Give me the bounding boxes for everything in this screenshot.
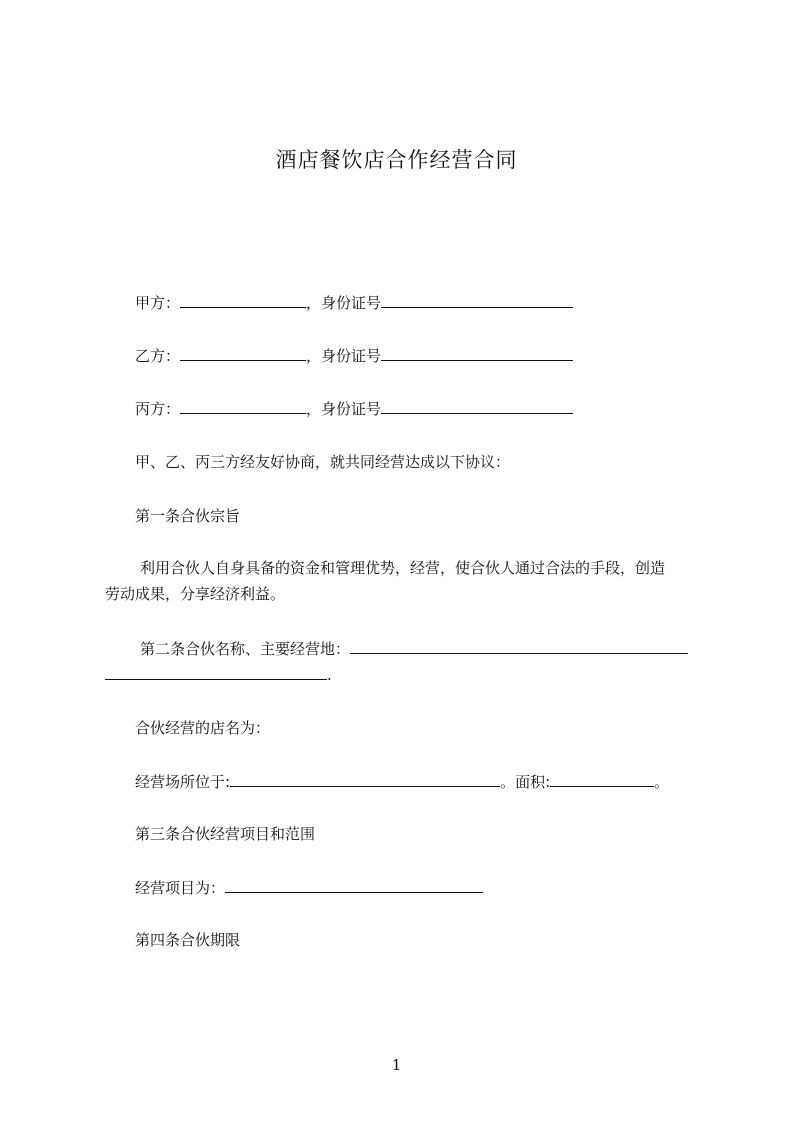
- article1-body-line1: 利用合伙人自身具备的资金和管理优势，经营，使合伙人通过合法的手段，创造: [140, 559, 666, 577]
- shop-name-label: 合伙经营的店名为：: [135, 719, 271, 737]
- party-a-label: 甲方：: [135, 294, 181, 312]
- article2-location-blank-2[interactable]: [105, 664, 327, 680]
- document-title: 酒店餐饮店合作经营合同: [275, 148, 518, 172]
- article2-heading: 第二条合伙名称、主要经营地：: [140, 640, 351, 658]
- party-c-id-label: ，身份证号: [306, 400, 382, 418]
- party-b-id-label: ，身份证号: [306, 347, 382, 365]
- article3-heading: 第三条合伙经营项目和范围: [135, 825, 316, 843]
- party-c-label: 丙方：: [135, 400, 181, 418]
- article2-end-mark: .: [327, 666, 332, 684]
- page-number: 1: [391, 1056, 402, 1074]
- business-items-label: 经营项目为：: [135, 879, 226, 897]
- article4-heading: 第四条合伙期限: [135, 931, 241, 949]
- article1-heading: 第一条合伙宗旨: [135, 507, 241, 525]
- party-a-id-blank[interactable]: [381, 292, 573, 308]
- location-end: 。: [654, 773, 670, 791]
- party-a-id-label: ，身份证号: [306, 294, 382, 312]
- party-c-id-blank[interactable]: [381, 398, 573, 414]
- article2-location-blank-1[interactable]: [350, 638, 688, 654]
- party-a-name-blank[interactable]: [180, 292, 306, 308]
- business-items-line: [135, 877, 483, 898]
- party-c-line: [135, 398, 573, 419]
- location-blank[interactable]: [230, 771, 500, 787]
- article2-line1: [140, 638, 688, 659]
- business-items-blank[interactable]: [225, 877, 483, 893]
- area-label: 。面积:: [500, 773, 551, 791]
- article2-line2: [105, 664, 332, 685]
- party-a-line: [135, 292, 573, 313]
- location-line: [135, 771, 669, 792]
- location-label: 经营场所位于:: [135, 773, 231, 791]
- area-blank[interactable]: [550, 771, 654, 787]
- party-b-line: [135, 345, 573, 366]
- party-b-id-blank[interactable]: [381, 345, 573, 361]
- party-b-name-blank[interactable]: [180, 345, 306, 361]
- article1-body-line2: 劳动成果，分享经济利益。: [105, 585, 286, 603]
- party-c-name-blank[interactable]: [180, 398, 306, 414]
- party-b-label: 乙方：: [135, 347, 181, 365]
- intro-text: 甲、乙、丙三方经友好协商，就共同经营达成以下协议：: [135, 453, 511, 471]
